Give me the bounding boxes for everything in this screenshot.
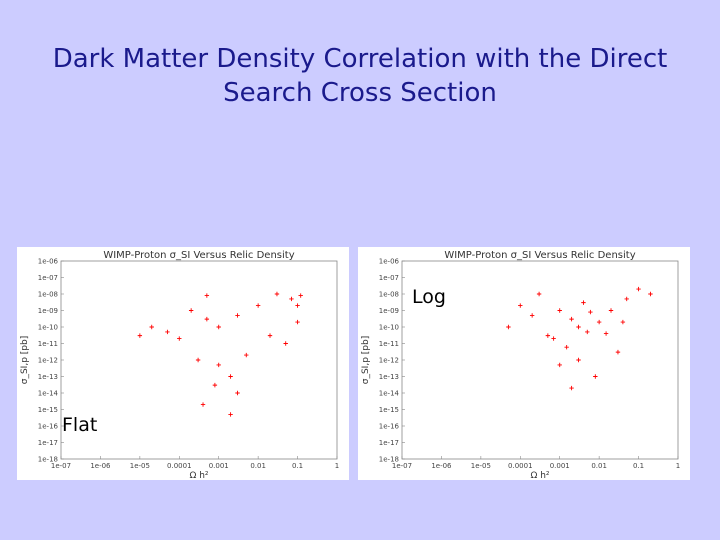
y-tick-label: 1e-18: [378, 455, 399, 464]
y-tick-label: 1e-06: [378, 257, 399, 266]
chart-log-prior: [358, 247, 690, 480]
data-point: [235, 313, 239, 317]
y-tick-label: 1e-15: [37, 406, 58, 414]
y-tick-label: 1e-09: [378, 307, 399, 315]
data-point: [551, 336, 555, 340]
y-tick-label: 1e-08: [378, 290, 399, 299]
y-tick-label: 1e-18: [37, 455, 58, 464]
y-tick-label: 1e-14: [378, 389, 399, 398]
y-tick-label: 1e-15: [378, 406, 399, 414]
data-point: [518, 303, 522, 307]
scatter-plot-flat: [17, 247, 349, 480]
y-tick-label: 1e-12: [378, 356, 399, 365]
x-tick-label: 0.0001: [167, 462, 192, 470]
data-point: [256, 303, 260, 307]
x-tick-label: 1e-07: [50, 462, 72, 470]
data-point: [506, 325, 510, 329]
data-point: [636, 287, 640, 291]
x-tick-label: 0.01: [591, 462, 607, 470]
data-point: [138, 333, 142, 337]
data-point: [284, 341, 288, 345]
chart-title: WIMP-Proton σ_SI Versus Relic Density: [103, 250, 295, 261]
x-tick-label: 1e-05: [129, 462, 150, 470]
x-tick-label: 0.1: [633, 462, 645, 470]
y-tick-label: 1e-06: [37, 257, 58, 266]
label-flat: Flat: [62, 414, 98, 436]
y-tick-label: 1e-10: [37, 323, 58, 332]
data-point: [564, 345, 568, 349]
x-tick-label: 1e-07: [391, 462, 413, 470]
data-point: [593, 374, 597, 378]
data-point: [621, 320, 625, 324]
data-point: [588, 310, 592, 314]
data-point: [648, 292, 652, 296]
x-tick-label: 0.1: [292, 462, 304, 470]
x-tick-label: 1: [675, 462, 681, 470]
y-axis-label: σ_SI,p [pb]: [361, 335, 371, 385]
y-tick-label: 1e-11: [37, 340, 58, 348]
y-tick-label: 1e-09: [37, 307, 58, 315]
slide-title-line-1: Dark Matter Density Correlation with the Direct: [52, 44, 668, 74]
data-point: [228, 412, 232, 416]
data-point: [616, 350, 620, 354]
x-axis-label: Ω h²: [189, 471, 209, 480]
data-point: [298, 293, 302, 297]
y-tick-label: 1e-07: [37, 274, 58, 282]
y-tick-label: 1e-14: [37, 389, 58, 398]
data-point: [576, 358, 580, 362]
x-tick-label: 0.001: [208, 462, 229, 470]
data-point: [205, 317, 209, 321]
x-tick-label: 1e-05: [470, 462, 491, 470]
data-point: [217, 325, 221, 329]
y-tick-label: 1e-08: [37, 290, 58, 299]
data-point: [530, 313, 534, 317]
data-point: [228, 374, 232, 378]
y-tick-label: 1e-07: [378, 274, 399, 282]
data-point: [295, 303, 299, 307]
x-tick-label: 1e-06: [431, 462, 452, 470]
data-point: [201, 402, 205, 406]
x-tick-label: 0.01: [250, 462, 266, 470]
chart-title: WIMP-Proton σ_SI Versus Relic Density: [444, 250, 636, 261]
x-tick-label: 0.0001: [508, 462, 533, 470]
x-tick-label: 1: [334, 462, 340, 470]
data-point: [581, 300, 585, 304]
data-point: [196, 358, 200, 362]
data-point: [546, 333, 550, 337]
data-point: [268, 333, 272, 337]
slide-title-line-2: Search Cross Section: [223, 78, 497, 108]
data-point: [609, 308, 613, 312]
label-log: Log: [412, 286, 446, 308]
y-tick-label: 1e-10: [378, 323, 399, 332]
y-tick-label: 1e-16: [378, 422, 399, 431]
data-point: [165, 330, 169, 334]
y-tick-label: 1e-11: [378, 340, 399, 348]
y-tick-label: 1e-17: [378, 439, 399, 447]
data-point: [295, 320, 299, 324]
data-point: [217, 363, 221, 367]
chart-flat-prior: [17, 247, 349, 480]
data-point: [576, 325, 580, 329]
x-tick-label: 1e-06: [90, 462, 111, 470]
y-tick-label: 1e-13: [37, 373, 58, 381]
data-point: [537, 292, 541, 296]
x-axis-label: Ω h²: [530, 471, 550, 480]
data-point: [205, 293, 209, 297]
data-point: [244, 353, 248, 357]
scatter-plot-log: [358, 247, 690, 480]
data-point: [585, 330, 589, 334]
data-point: [189, 308, 193, 312]
x-tick-label: 0.001: [549, 462, 570, 470]
data-point: [625, 297, 629, 301]
y-tick-label: 1e-17: [37, 439, 58, 447]
y-tick-label: 1e-16: [37, 422, 58, 431]
data-point: [558, 363, 562, 367]
data-point: [213, 383, 217, 387]
y-axis-label: σ_SI,p [pb]: [20, 335, 30, 385]
data-point: [597, 320, 601, 324]
data-point: [289, 297, 293, 301]
data-point: [150, 325, 154, 329]
slide-title: [0, 42, 720, 110]
y-tick-label: 1e-13: [378, 373, 399, 381]
data-point: [569, 317, 573, 321]
data-point: [235, 391, 239, 395]
data-point: [558, 308, 562, 312]
data-point: [177, 336, 181, 340]
data-point: [275, 292, 279, 296]
data-point: [604, 331, 608, 335]
y-tick-label: 1e-12: [37, 356, 58, 365]
data-point: [569, 386, 573, 390]
